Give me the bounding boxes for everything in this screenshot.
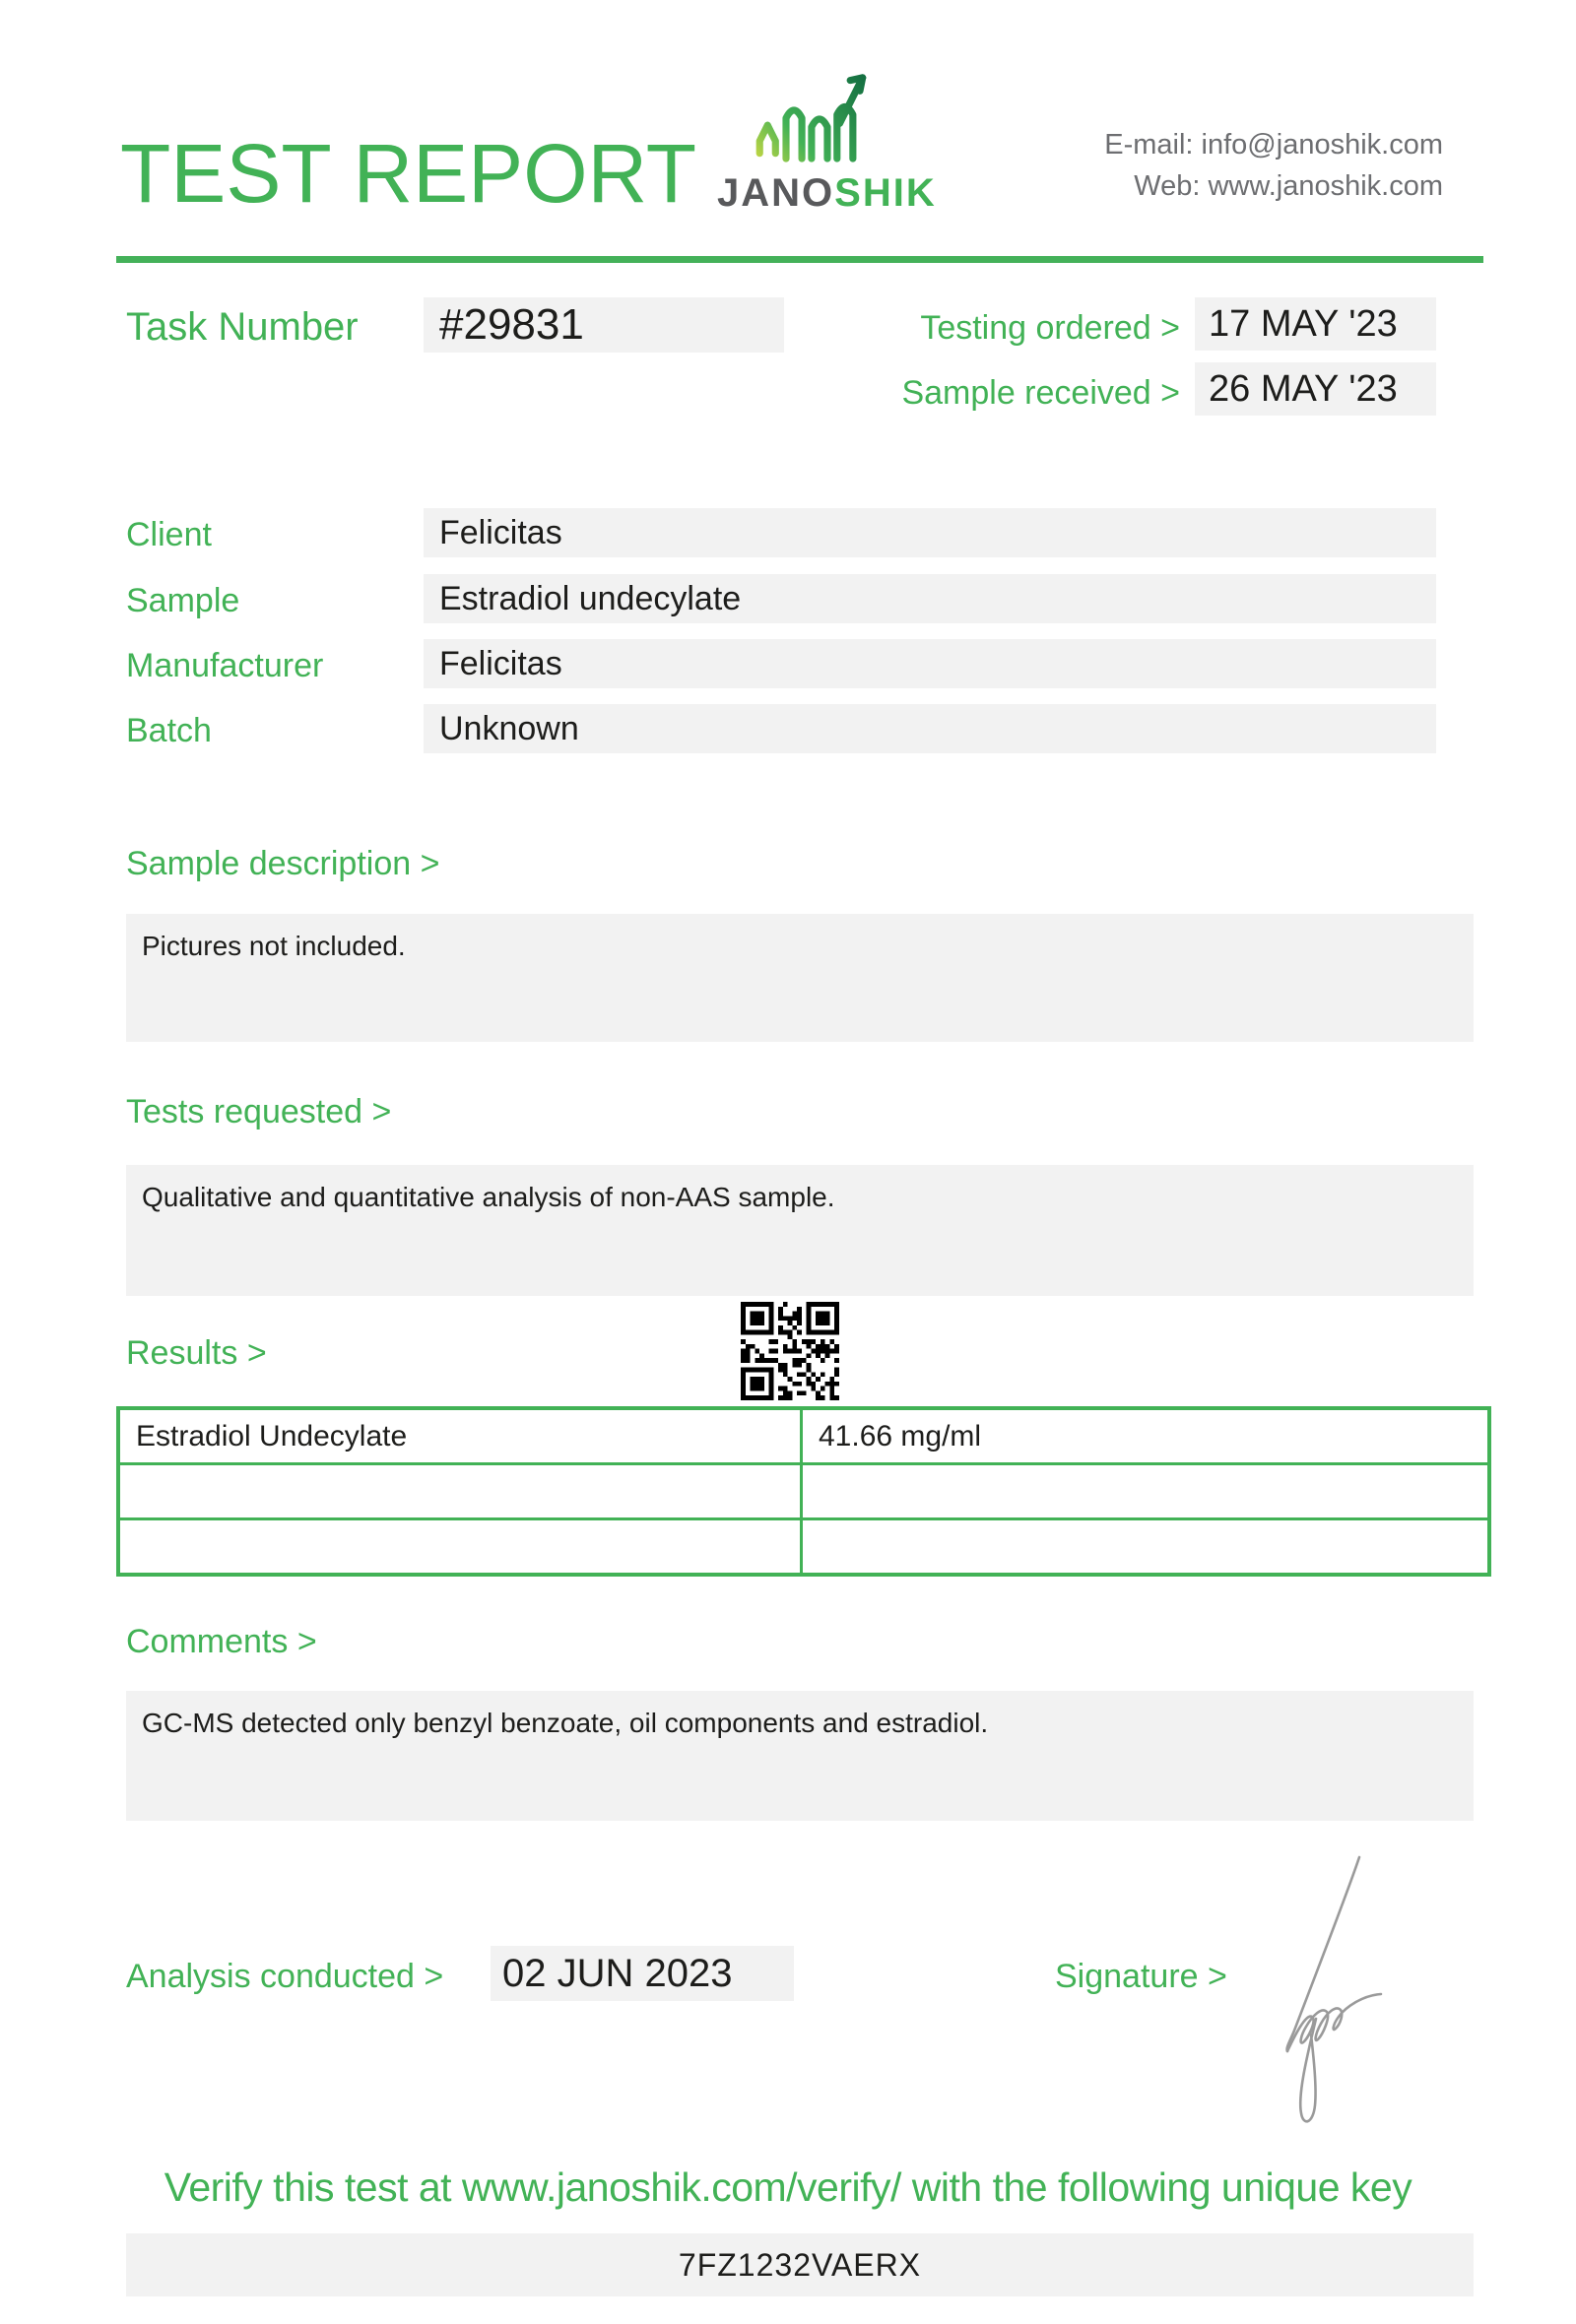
batch-field xyxy=(424,704,1436,753)
table-row xyxy=(120,1410,1487,1462)
contact-web: Web: www.janoshik.com xyxy=(1134,170,1443,202)
results-heading: Results > xyxy=(126,1334,267,1372)
handwritten-signature-scribble xyxy=(1273,1849,1420,2140)
signature-label: Signature > xyxy=(1055,1958,1227,1995)
result-name xyxy=(120,1520,803,1573)
unique-key-field xyxy=(126,2233,1474,2296)
analysis-conducted-value: 02 JUN 2023 xyxy=(502,1952,733,1995)
batch-label: Batch xyxy=(126,712,212,749)
sample-description-heading: Sample description > xyxy=(126,845,440,882)
manufacturer-label: Manufacturer xyxy=(126,647,324,684)
tests-requested-heading: Tests requested > xyxy=(126,1093,392,1130)
analysis-conducted-label: Analysis conducted > xyxy=(126,1958,444,1995)
unique-key-value: 7FZ1232VAERX xyxy=(678,2247,922,2283)
sample-received-label: Sample received > xyxy=(901,374,1180,412)
sample-value: Estradiol undecylate xyxy=(439,580,742,617)
brand-wordmark xyxy=(717,171,937,216)
verify-instruction: Verify this test at www.janoshik.com/verify/ with the following unique key xyxy=(164,2164,1412,2210)
result-value xyxy=(803,1465,1487,1517)
client-value: Felicitas xyxy=(439,514,562,551)
qr-code xyxy=(741,1302,839,1400)
client-label: Client xyxy=(126,516,212,553)
analysis-conducted-field xyxy=(491,1946,794,2001)
tests-requested-text: Qualitative and quantitative analysis of non-AAS sample. xyxy=(142,1182,835,1212)
sample-received-value: 26 MAY '23 xyxy=(1209,368,1398,410)
sample-field xyxy=(424,574,1436,623)
table-row xyxy=(120,1517,1487,1573)
result-value: 41.66 mg/ml xyxy=(819,1420,982,1452)
sample-description-box xyxy=(126,914,1474,1042)
growth-chart-arrow-icon xyxy=(717,69,904,167)
table-row xyxy=(120,1462,1487,1517)
task-number-label: Task Number xyxy=(126,305,359,349)
sample-description-text: Pictures not included. xyxy=(142,931,406,961)
contact-info xyxy=(1104,124,1443,207)
result-name xyxy=(120,1465,803,1517)
tests-requested-box xyxy=(126,1165,1474,1296)
brand-part-jano: JANO xyxy=(717,171,835,215)
testing-ordered-value: 17 MAY '23 xyxy=(1209,303,1398,345)
comments-heading: Comments > xyxy=(126,1623,317,1660)
sample-received-field xyxy=(1195,362,1436,416)
testing-ordered-label: Testing ordered > xyxy=(920,309,1180,347)
result-value xyxy=(803,1520,1487,1573)
result-name: Estradiol Undecylate xyxy=(120,1410,803,1462)
contact-email: E-mail: info@janoshik.com xyxy=(1104,129,1443,161)
results-table xyxy=(116,1406,1491,1577)
page-title: TEST REPORT xyxy=(120,127,697,220)
sample-label: Sample xyxy=(126,582,240,619)
batch-value: Unknown xyxy=(439,710,579,747)
header-divider xyxy=(116,256,1483,263)
task-number-value: #29831 xyxy=(439,300,584,349)
manufacturer-field xyxy=(424,639,1436,688)
manufacturer-value: Felicitas xyxy=(439,645,562,682)
testing-ordered-field xyxy=(1195,297,1436,351)
brand-part-shik: SHIK xyxy=(834,171,937,215)
janoshik-logo xyxy=(717,69,937,216)
comments-box xyxy=(126,1691,1474,1821)
client-field xyxy=(424,508,1436,557)
comments-text: GC-MS detected only benzyl benzoate, oil components and estradiol. xyxy=(142,1708,989,1738)
